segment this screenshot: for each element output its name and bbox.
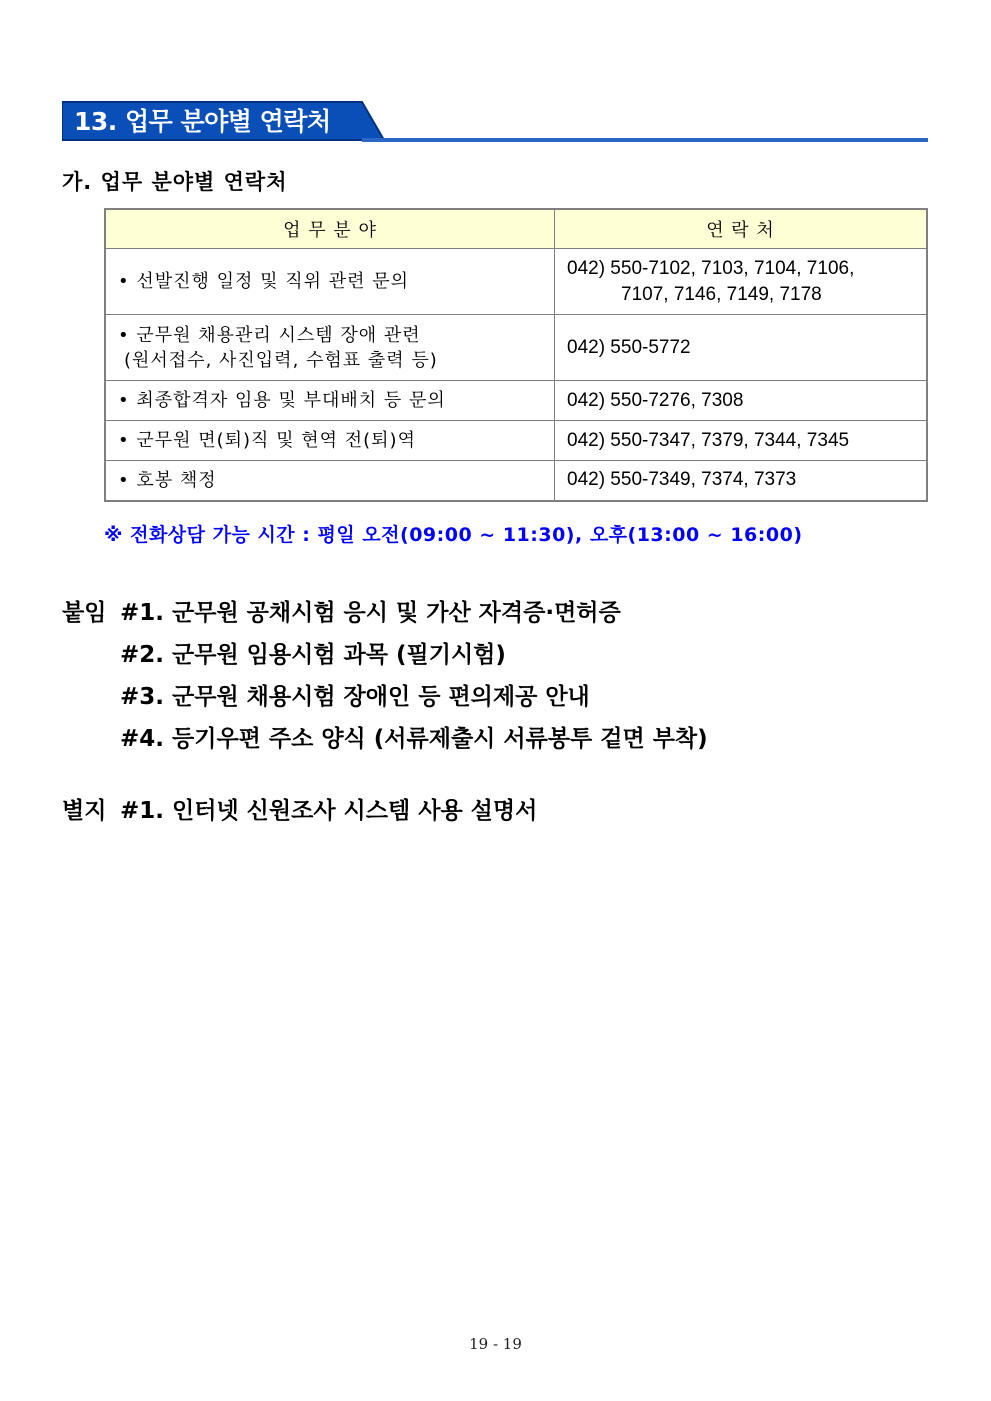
contact-text: 042) 550-7349, 7374, 7373: [567, 469, 797, 491]
contact-cell: [555, 249, 928, 315]
contact-cell: [555, 381, 928, 421]
table-row: [105, 315, 927, 381]
page-number: 19 - 19: [469, 1335, 522, 1353]
section-title: 13. 업무 분야별 연락처: [74, 107, 331, 136]
area-text: • 군무원 채용관리 시스템 장애 관련: [118, 324, 421, 346]
appendix-item: #1. 인터넷 신원조사 시스템 사용 설명서: [120, 798, 538, 824]
contact-text: 042) 550-7102, 7103, 7104, 7106,: [567, 257, 855, 279]
attachments-label: 붙임: [62, 600, 107, 626]
attachment-item-4: #4. 등기우편 주소 양식 (서류제출시 서류봉투 겉면 부착): [120, 726, 708, 752]
contact-cell: [555, 421, 928, 461]
contact-text: 042) 550-5772: [567, 336, 691, 358]
table-row: [105, 381, 927, 421]
area-cell: [105, 421, 555, 461]
contact-text: 042) 550-7347, 7379, 7344, 7345: [567, 429, 850, 451]
table-header-row: [105, 209, 927, 249]
section-header: [62, 100, 928, 146]
area-text: • 군무원 면(퇴)직 및 현역 전(퇴)역: [118, 430, 416, 451]
header-area: 업 무 분 야: [105, 209, 555, 249]
area-cell: [105, 381, 555, 421]
appendix-label: 별지: [62, 798, 107, 824]
contacts-table: [104, 208, 928, 502]
call-hours-notice: ※ 전화상담 가능 시간 : 평일 오전(09:00 ~ 11:30), 오후(13:00 ~ 16:00): [104, 524, 803, 546]
header-contact: 연 락 처: [555, 209, 928, 249]
area-text: • 호봉 책정: [118, 469, 217, 491]
area-cell: [105, 461, 555, 501]
table-row: [105, 249, 927, 315]
area-cell: [105, 249, 555, 315]
contact-text: 042) 550-7276, 7308: [567, 389, 744, 411]
subheading: 가. 업무 분야별 연락처: [62, 170, 288, 194]
attachment-item-1: #1. 군무원 공채시험 응시 및 가산 자격증·면허증: [120, 600, 621, 626]
area-text: (원서접수, 사진입력, 수험표 출력 등): [124, 349, 438, 371]
table-row: [105, 421, 927, 461]
attachment-item-2: #2. 군무원 임용시험 과목 (필기시험): [120, 642, 506, 668]
contact-text: 7107, 7146, 7149, 7178: [621, 283, 822, 305]
area-text: • 최종합격자 임용 및 부대배치 등 문의: [118, 390, 446, 411]
contact-cell: [555, 461, 928, 501]
area-cell: [105, 315, 555, 381]
table-row: [105, 461, 927, 501]
contact-cell: [555, 315, 928, 381]
attachment-item-3: #3. 군무원 채용시험 장애인 등 편의제공 안내: [120, 684, 590, 710]
area-text: • 선발진행 일정 및 직위 관련 문의: [118, 271, 409, 292]
